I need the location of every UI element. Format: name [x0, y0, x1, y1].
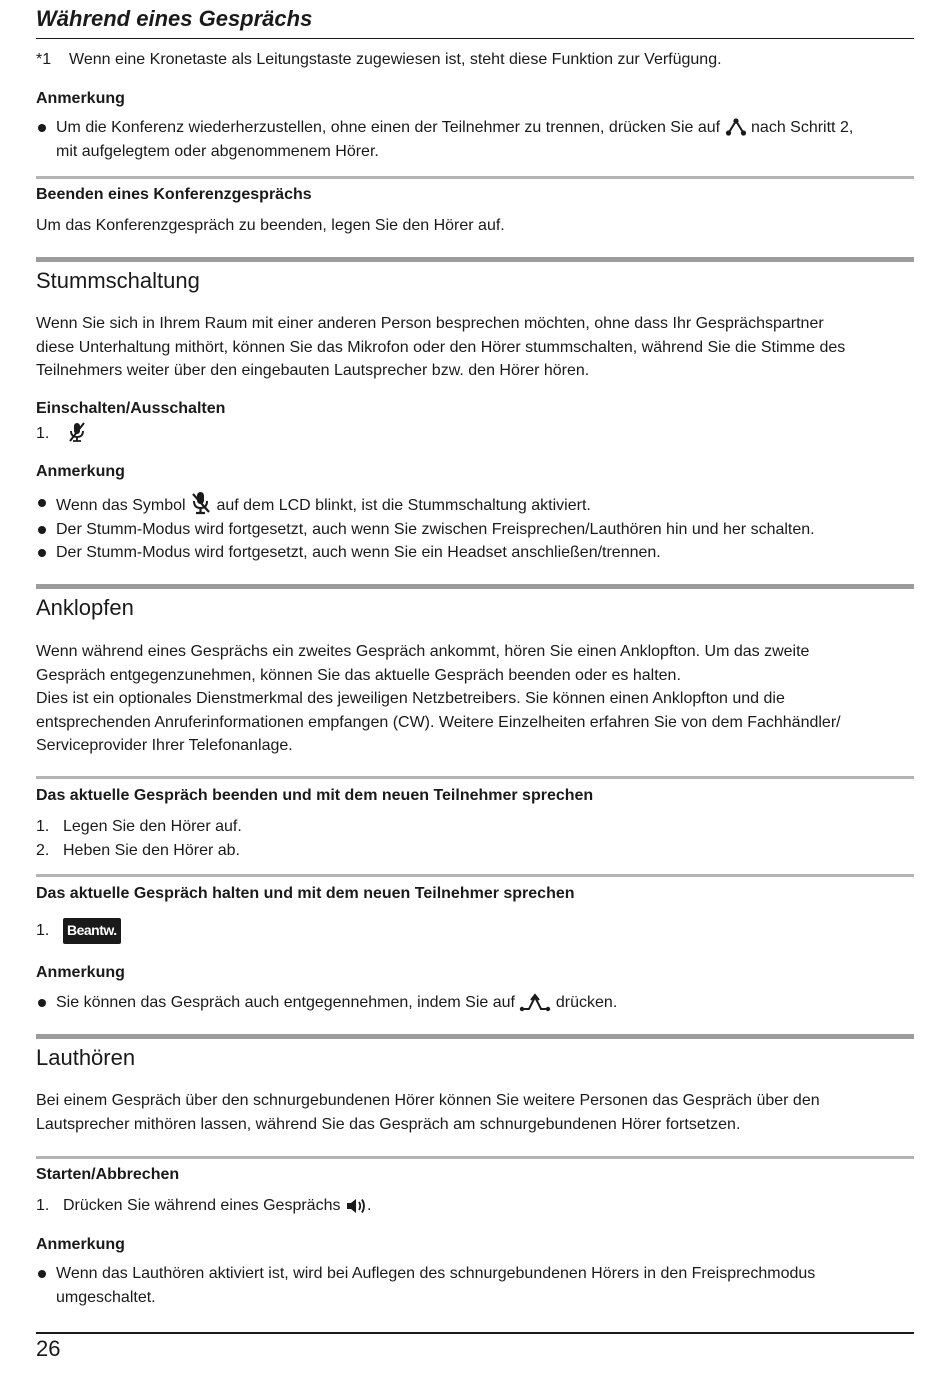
- note-heading: Anmerkung: [36, 1236, 125, 1253]
- step-item: [36, 815, 242, 839]
- step-number: 1.: [36, 425, 50, 442]
- step-text: Legen Sie den Hörer auf.: [63, 818, 242, 835]
- note-text: Wenn das Lauthören aktiviert ist, wird bei Auflegen des schnurgebundenen Hörers in den Freisprechmodus: [56, 1265, 816, 1282]
- page-header: [36, 4, 914, 39]
- note-text: auf dem LCD blinkt, ist die Stummschaltung aktiviert.: [216, 497, 591, 514]
- step-text: Heben Sie den Hörer ab.: [63, 841, 240, 859]
- step-number: 1.: [36, 922, 50, 939]
- footer-divider: [36, 1332, 914, 1334]
- sub-heading: Beenden eines Konferenzgesprächs: [36, 186, 312, 203]
- step-number: 2.: [36, 841, 50, 859]
- note-text: Sie können das Gespräch auch entgegennehmen, indem Sie auf: [56, 994, 515, 1011]
- section-divider: [36, 874, 914, 877]
- sub-heading: Das aktuelle Gespräch beenden und mit dem neuen Teilnehmer sprechen: [36, 787, 594, 804]
- section-divider: [36, 1156, 914, 1159]
- section-heading: Anklopfen: [36, 595, 134, 620]
- conference-icon: [725, 117, 747, 145]
- step-text: Drücken Sie während eines Gesprächs: [63, 1197, 341, 1214]
- answer-call-icon: [519, 992, 551, 1020]
- section-heading: Lauthören: [36, 1045, 136, 1070]
- section-divider: [36, 176, 914, 179]
- step-item: [36, 839, 240, 863]
- paragraph-line: Wenn Sie sich in Ihrem Raum mit einer anderen Person besprechen möchten, ohne dass Ihr Gesprächspartner: [36, 315, 824, 332]
- step-item: [36, 918, 121, 944]
- footnote-text: Wenn eine Kronetaste als Leitungstaste zugewiesen ist, steht diese Funktion zur Verfügung.: [69, 51, 722, 68]
- note-text: nach Schritt 2,: [751, 119, 854, 136]
- paragraph-line: Lautsprecher mithören lassen, während Sie das Gespräch am schnurgebundenen Hörer fortsetzen.: [36, 1115, 741, 1133]
- note-text: Der Stumm-Modus wird fortgesetzt, auch wenn Sie ein Headset anschließen/trennen.: [56, 544, 661, 561]
- paragraph: Um das Konferenzgespräch zu beenden, legen Sie den Hörer auf.: [36, 217, 505, 234]
- bullet-icon: [38, 549, 46, 557]
- sub-heading: Starten/Abbrechen: [36, 1166, 180, 1183]
- section-divider: [36, 1034, 914, 1039]
- step-text: .: [366, 1197, 372, 1214]
- footnote-marker: *1: [36, 51, 52, 68]
- bullet-icon: [38, 526, 46, 534]
- note-heading: Anmerkung: [36, 463, 125, 480]
- bullet-icon: [38, 999, 46, 1007]
- bullet-icon: [38, 124, 46, 132]
- sub-heading: Einschalten/Ausschalten: [36, 400, 226, 417]
- step-item: [36, 421, 87, 451]
- step-number: 1.: [36, 1197, 50, 1214]
- paragraph-line: Serviceprovider Ihrer Telefonanlage.: [36, 737, 293, 754]
- answer-softkey: Beantw.: [63, 918, 121, 944]
- bullet-icon: [38, 1270, 46, 1278]
- paragraph-line: entsprechenden Anruferinformationen empfangen (CW). Weitere Einzelheiten erfahren Sie von dem Fachhändler/: [36, 713, 841, 731]
- note-text: Der Stumm-Modus wird fortgesetzt, auch wenn Sie zwischen Freisprechen/Lauthören hin und her schalten.: [56, 521, 815, 538]
- manual-page: [36, 0, 914, 1374]
- paragraph-line: Teilnehmers weiter über den eingebauten Lautsprecher bzw. den Hörer hören.: [36, 362, 590, 379]
- step-number: 1.: [36, 818, 50, 835]
- section-heading: Stummschaltung: [36, 268, 200, 293]
- paragraph-line: Bei einem Gespräch über den schnurgebundenen Hörer können Sie weitere Personen das Gespräch über den: [36, 1092, 820, 1109]
- note-heading: Anmerkung: [36, 964, 125, 981]
- section-divider: [36, 257, 914, 262]
- note-text: Um die Konferenz wiederherzustellen, ohne einen der Teilnehmer zu trennen, drücken Sie auf: [56, 119, 721, 136]
- page-number: 26: [36, 1336, 61, 1361]
- note-text: Wenn das Symbol: [56, 497, 186, 514]
- note-text: mit aufgelegtem oder abgenommenem Hörer.: [56, 143, 379, 160]
- sub-heading: Das aktuelle Gespräch halten und mit dem neuen Teilnehmer sprechen: [36, 885, 575, 902]
- note-heading: Anmerkung: [36, 90, 125, 107]
- bullet-icon: [38, 499, 46, 507]
- page-title: Während eines Gesprächs: [36, 6, 313, 31]
- footnote: [36, 48, 722, 72]
- section-divider: [36, 584, 914, 589]
- paragraph-line: Wenn während eines Gesprächs ein zweites Gespräch ankommt, hören Sie einen Anklopfton. Um das zweite: [36, 643, 810, 660]
- section-divider: [36, 776, 914, 779]
- speaker-icon: [345, 1197, 367, 1223]
- step-item: [36, 1194, 371, 1223]
- note-text: drücken.: [555, 994, 618, 1011]
- note-text: umgeschaltet.: [56, 1288, 156, 1306]
- paragraph-line: Dies ist ein optionales Dienstmerkmal des jeweiligen Netzbetreibers. Sie können einen Anklopfton und die: [36, 690, 785, 707]
- mute-icon: [67, 421, 87, 451]
- paragraph-line: Gespräch entgegenzunehmen, können Sie das aktuelle Gespräch beenden oder es halten.: [36, 666, 681, 684]
- paragraph-line: diese Unterhaltung mithört, können Sie das Mikrofon oder den Hörer stummschalten, während Sie die Stimme des: [36, 338, 846, 356]
